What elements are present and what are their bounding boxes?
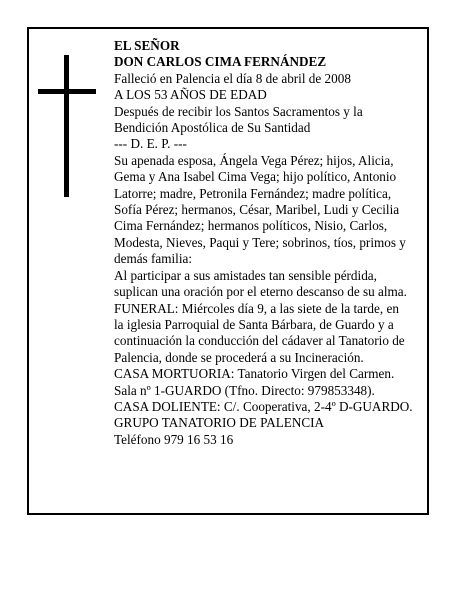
family-line-3: Latorre; madre, Petronila Fernández; madre política, (114, 185, 392, 201)
obituary-text (114, 38, 420, 448)
family-line-6: Modesta, Nieves, Paqui y Tere; sobrinos, tíos, primos y (114, 234, 406, 250)
rip-line: --- D. E. P. --- (114, 136, 187, 152)
cross-horizontal-bar (38, 89, 96, 94)
funeral-line-3: continuación la conducción del cádaver al Tanatorio de (114, 333, 405, 349)
request-line-2: suplican una oración por el eterno descanso de su alma. (114, 284, 407, 300)
death-date-line: Falleció en Palencia el día 8 de abril de 2008 (114, 70, 351, 86)
age-line: A LOS 53 AÑOS DE EDAD (114, 87, 267, 103)
sacraments-line-1: Después de recibir los Santos Sacramentos y la (114, 103, 363, 119)
family-line-7: demás familia: (114, 251, 192, 267)
heading-line-title: EL SEÑOR (114, 38, 180, 53)
funeral-line-2: la iglesia Parroquial de Santa Bárbara, de Guardo y a (114, 316, 394, 332)
family-line-4: Sofía Pérez; hermanos, César, Maribel, Ludi y Cecilia (114, 202, 400, 218)
phone-line: Teléfono 979 16 53 16 (114, 431, 234, 447)
heading-line-name: DON CARLOS CIMA FERNÁNDEZ (114, 54, 327, 70)
cross-vertical-bar (64, 55, 69, 197)
sacraments-line-2: Bendición Apostólica de Su Santidad (114, 120, 311, 136)
family-line-2: Gema y Ana Isabel Cima Vega; hijo político, Antonio (114, 169, 397, 185)
mortuary-line-1: CASA MORTUORIA: Tanatorio Virgen del Carmen. (114, 366, 395, 382)
mourning-house-line: CASA DOLIENTE: C/. Cooperativa, 2-4º D-GUARDO. (114, 398, 413, 414)
latin-cross-icon (38, 55, 96, 197)
family-line-5: Cima Fernández; hermanos políticos, Nisio, Carlos, (114, 218, 388, 234)
funeral-line-4: Palencia, donde se procederá a su Incineración. (114, 349, 364, 365)
request-line-1: Al participar a sus amistades tan sensible pérdida, (114, 267, 377, 283)
mortuary-line-2: Sala nº 1-GUARDO (Tfno. Directo: 979853348). (114, 382, 375, 398)
funeral-line-1: FUNERAL: Miércoles día 9, a las siete de la tarde, en (114, 300, 399, 316)
funeral-home-line: GRUPO TANATORIO DE PALENCIA (114, 415, 325, 431)
family-line-1: Su apenada esposa, Ángela Vega Pérez; hijos, Alicia, (114, 152, 394, 168)
